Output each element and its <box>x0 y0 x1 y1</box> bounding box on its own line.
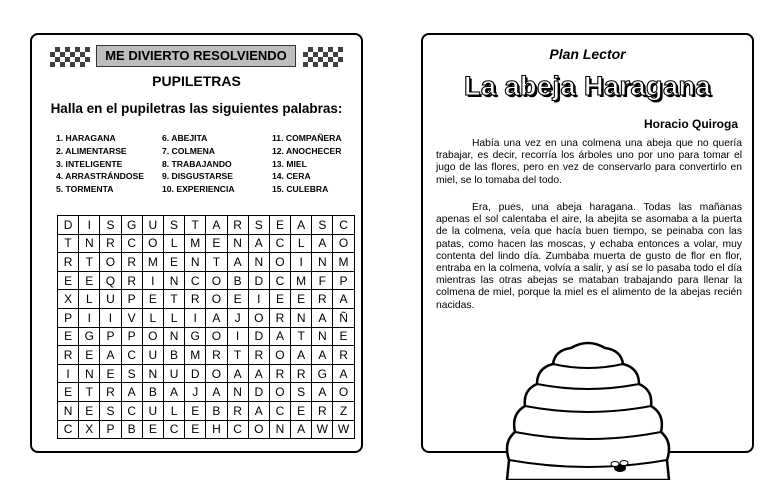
grid-cell[interactable]: R <box>185 290 206 309</box>
grid-cell[interactable]: S <box>163 216 184 235</box>
grid-cell[interactable]: C <box>269 234 290 253</box>
grid-cell[interactable]: N <box>227 383 248 402</box>
grid-cell[interactable]: D <box>58 216 79 235</box>
word-item: 11. COMPAÑERA <box>272 133 342 143</box>
grid-cell[interactable]: M <box>333 253 354 272</box>
word-list-col3 <box>272 132 342 196</box>
grid-cell[interactable]: A <box>248 401 269 420</box>
grid-cell[interactable]: E <box>333 327 354 346</box>
story-author: Horacio Quiroga <box>643 117 738 131</box>
grid-cell[interactable]: R <box>121 271 142 290</box>
grid-cell[interactable]: T <box>185 216 206 235</box>
grid-cell[interactable]: T <box>58 234 79 253</box>
section-banner <box>50 45 343 69</box>
grid-cell[interactable]: G <box>79 327 100 346</box>
grid-cell[interactable]: P <box>121 327 142 346</box>
grid-cell[interactable]: O <box>206 271 227 290</box>
grid-cell[interactable]: A <box>206 308 227 327</box>
grid-row <box>58 271 355 290</box>
grid-cell[interactable]: N <box>79 364 100 383</box>
grid-cell[interactable]: Z <box>333 401 354 420</box>
checker-decoration-right <box>303 47 343 67</box>
grid-cell[interactable]: L <box>163 401 184 420</box>
grid-row <box>58 253 355 272</box>
grid-cell[interactable]: A <box>312 308 333 327</box>
grid-row <box>58 364 355 383</box>
grid-cell[interactable]: B <box>227 271 248 290</box>
grid-cell[interactable]: U <box>142 216 163 235</box>
grid-cell[interactable]: N <box>227 234 248 253</box>
grid-cell[interactable]: O <box>206 290 227 309</box>
grid-cell[interactable]: C <box>227 420 248 439</box>
grid-cell[interactable]: I <box>79 308 100 327</box>
grid-cell[interactable]: A <box>206 216 227 235</box>
grid-cell[interactable]: R <box>312 401 333 420</box>
grid-cell[interactable]: C <box>269 271 290 290</box>
grid-cell[interactable]: O <box>206 327 227 346</box>
grid-cell[interactable]: P <box>100 327 121 346</box>
grid-cell[interactable]: X <box>58 290 79 309</box>
grid-cell[interactable]: R <box>312 290 333 309</box>
grid-cell[interactable]: C <box>58 420 79 439</box>
grid-cell[interactable]: A <box>227 253 248 272</box>
grid-cell[interactable]: C <box>121 234 142 253</box>
grid-cell[interactable]: E <box>79 346 100 365</box>
grid-cell[interactable]: C <box>163 420 184 439</box>
grid-cell[interactable]: E <box>227 290 248 309</box>
grid-cell[interactable]: A <box>291 346 312 365</box>
word-list-col1 <box>56 132 144 196</box>
grid-cell[interactable]: E <box>142 290 163 309</box>
story-title: La abeja Haragana <box>463 71 712 101</box>
grid-cell[interactable]: M <box>291 271 312 290</box>
grid-cell[interactable]: N <box>312 327 333 346</box>
grid-cell[interactable]: R <box>291 364 312 383</box>
grid-row <box>58 308 355 327</box>
grid-cell[interactable]: X <box>79 420 100 439</box>
grid-cell[interactable]: D <box>248 383 269 402</box>
grid-cell[interactable]: O <box>100 253 121 272</box>
grid-cell[interactable]: P <box>121 290 142 309</box>
grid-cell[interactable]: O <box>206 364 227 383</box>
grid-cell[interactable]: E <box>58 271 79 290</box>
grid-cell[interactable]: D <box>248 271 269 290</box>
series-label: Plan Lector <box>549 46 626 62</box>
word-item: 12. ANOCHECER <box>272 145 342 156</box>
grid-cell[interactable]: N <box>142 364 163 383</box>
grid-cell[interactable]: N <box>185 253 206 272</box>
grid-cell[interactable]: N <box>269 420 290 439</box>
grid-cell[interactable]: E <box>79 271 100 290</box>
grid-cell[interactable]: I <box>227 327 248 346</box>
grid-cell[interactable]: O <box>142 327 163 346</box>
grid-cell[interactable]: A <box>248 364 269 383</box>
grid-cell[interactable]: A <box>312 346 333 365</box>
story-paragraph: Era, pues, una abeja haragana. Todas las mañanas apenas el sol calentaba el aire, la abejita se asomaba a la puerta de la colmena, veía que hacía buen tiempo, se peinaba con las patas, como hacen las moscas, y echaba entonces a volar, muy contenta del lindo día. Zumbaba muerta de gusto de flor en flor, entraba en la colmena, volvía a salir, y así se lo pasaba todo el día mientras las otras abejas se mataban trabajando para llenar la colmena de miel, porque la miel es el alimento de la abejas recién nacidas. <box>436 202 742 311</box>
checker-decoration-left <box>50 47 90 67</box>
grid-cell[interactable]: L <box>291 234 312 253</box>
grid-cell[interactable]: E <box>58 383 79 402</box>
grid-cell[interactable]: W <box>333 420 354 439</box>
grid-cell[interactable]: R <box>227 216 248 235</box>
grid-cell[interactable]: R <box>248 346 269 365</box>
grid-cell[interactable]: R <box>100 383 121 402</box>
grid-cell[interactable]: T <box>163 290 184 309</box>
grid-cell[interactable]: A <box>248 234 269 253</box>
grid-cell[interactable]: V <box>121 308 142 327</box>
grid-row <box>58 290 355 309</box>
grid-cell[interactable]: P <box>58 308 79 327</box>
grid-cell[interactable]: U <box>100 290 121 309</box>
grid-cell[interactable]: I <box>100 308 121 327</box>
grid-row <box>58 401 355 420</box>
grid-cell[interactable]: A <box>227 364 248 383</box>
grid-cell[interactable]: C <box>333 216 354 235</box>
word-item: 15. CULEBRA <box>272 184 329 195</box>
puzzle-instruction: Halla en el pupiletras las siguientes palabras: <box>50 101 343 116</box>
grid-cell[interactable]: R <box>227 401 248 420</box>
grid-cell[interactable]: T <box>79 383 100 402</box>
letter-grid <box>57 215 355 439</box>
grid-cell[interactable]: B <box>142 383 163 402</box>
grid-cell[interactable]: A <box>333 290 354 309</box>
grid-cell[interactable]: N <box>248 253 269 272</box>
grid-cell[interactable]: S <box>100 401 121 420</box>
grid-cell[interactable]: L <box>79 290 100 309</box>
grid-cell[interactable]: S <box>121 364 142 383</box>
banner-label: ME DIVIERTO RESOLVIENDO <box>96 45 296 67</box>
grid-cell[interactable]: N <box>58 401 79 420</box>
grid-cell[interactable]: E <box>291 401 312 420</box>
grid-cell[interactable]: R <box>58 346 79 365</box>
grid-cell[interactable]: M <box>142 253 163 272</box>
grid-cell[interactable]: N <box>291 308 312 327</box>
word-item: 4. ARRASTRÁNDOSE <box>56 171 145 182</box>
grid-cell[interactable]: I <box>58 364 79 383</box>
word-item: 10. EXPERIENCIA <box>162 184 235 195</box>
grid-cell[interactable]: E <box>185 401 206 420</box>
grid-cell[interactable]: O <box>269 346 290 365</box>
grid-cell[interactable]: L <box>163 234 184 253</box>
grid-cell[interactable]: E <box>291 290 312 309</box>
word-item: 5. TORMENTA <box>56 184 114 195</box>
grid-cell[interactable]: I <box>185 308 206 327</box>
word-search-panel <box>30 33 363 453</box>
grid-cell[interactable]: I <box>248 290 269 309</box>
grid-cell[interactable]: A <box>163 383 184 402</box>
word-item: 7. COLMENA <box>162 145 215 156</box>
grid-cell[interactable]: E <box>185 420 206 439</box>
grid-cell[interactable]: E <box>100 364 121 383</box>
grid-cell[interactable]: W <box>312 420 333 439</box>
grid-cell[interactable]: H <box>206 420 227 439</box>
grid-cell[interactable]: A <box>206 383 227 402</box>
word-item: 6. ABEJITA <box>162 133 208 143</box>
grid-cell[interactable]: U <box>142 346 163 365</box>
grid-cell[interactable]: D <box>185 364 206 383</box>
grid-cell[interactable]: R <box>269 364 290 383</box>
grid-row <box>58 327 355 346</box>
grid-cell[interactable]: Q <box>100 271 121 290</box>
grid-cell[interactable]: U <box>142 401 163 420</box>
word-item: 8. TRABAJANDO <box>162 158 232 169</box>
grid-cell[interactable]: C <box>185 271 206 290</box>
grid-cell[interactable]: G <box>185 327 206 346</box>
word-list-col2 <box>162 132 235 196</box>
grid-cell[interactable]: O <box>248 420 269 439</box>
word-item: 13. MIEL <box>272 158 307 169</box>
grid-cell[interactable]: A <box>333 364 354 383</box>
grid-cell[interactable]: G <box>312 364 333 383</box>
word-item: 14. CERA <box>272 171 311 182</box>
puzzle-title: PUPILETRAS <box>152 73 241 89</box>
grid-cell[interactable]: G <box>121 216 142 235</box>
grid-cell[interactable]: B <box>163 346 184 365</box>
reading-panel <box>421 33 754 453</box>
grid-cell[interactable]: A <box>312 234 333 253</box>
grid-cell[interactable]: B <box>206 401 227 420</box>
grid-cell[interactable]: A <box>291 216 312 235</box>
grid-cell[interactable]: E <box>269 290 290 309</box>
grid-cell[interactable]: F <box>312 271 333 290</box>
word-item: 3. INTELIGENTE <box>56 158 123 169</box>
grid-cell[interactable]: J <box>227 308 248 327</box>
grid-cell[interactable]: L <box>142 308 163 327</box>
grid-cell[interactable]: S <box>291 383 312 402</box>
grid-cell[interactable]: T <box>79 253 100 272</box>
grid-cell[interactable]: I <box>291 253 312 272</box>
word-item: 2. ALIMENTARSE <box>56 145 127 156</box>
grid-cell[interactable]: R <box>58 253 79 272</box>
grid-cell[interactable]: E <box>163 253 184 272</box>
grid-cell[interactable]: M <box>185 234 206 253</box>
grid-cell[interactable]: O <box>269 253 290 272</box>
grid-cell[interactable]: N <box>79 234 100 253</box>
grid-cell[interactable]: O <box>333 234 354 253</box>
grid-cell[interactable]: R <box>206 346 227 365</box>
grid-cell[interactable]: E <box>58 327 79 346</box>
word-item: 9. DISGUSTARSE <box>162 171 233 182</box>
grid-cell[interactable]: N <box>163 271 184 290</box>
grid-cell[interactable]: U <box>163 364 184 383</box>
grid-cell[interactable]: I <box>79 216 100 235</box>
grid-cell[interactable]: A <box>312 383 333 402</box>
grid-cell[interactable]: P <box>100 420 121 439</box>
grid-cell[interactable]: O <box>142 234 163 253</box>
grid-row <box>58 234 355 253</box>
grid-cell[interactable]: E <box>79 401 100 420</box>
grid-cell[interactable]: S <box>100 216 121 235</box>
word-item: 1. HARAGANA <box>56 133 116 143</box>
grid-cell[interactable]: T <box>227 346 248 365</box>
grid-cell[interactable]: R <box>100 234 121 253</box>
grid-row <box>58 420 355 439</box>
grid-cell[interactable]: N <box>163 327 184 346</box>
grid-cell[interactable]: N <box>312 253 333 272</box>
grid-cell[interactable]: Ñ <box>333 308 354 327</box>
grid-cell[interactable]: J <box>185 383 206 402</box>
grid-cell[interactable]: E <box>269 216 290 235</box>
grid-cell[interactable]: A <box>291 420 312 439</box>
grid-cell[interactable]: O <box>333 383 354 402</box>
grid-cell[interactable]: A <box>121 383 142 402</box>
grid-cell[interactable]: E <box>206 234 227 253</box>
grid-cell[interactable]: S <box>312 216 333 235</box>
grid-cell[interactable]: S <box>248 216 269 235</box>
grid-cell[interactable]: C <box>121 346 142 365</box>
grid-cell[interactable]: I <box>142 271 163 290</box>
grid-cell[interactable]: C <box>121 401 142 420</box>
grid-cell[interactable]: R <box>121 253 142 272</box>
grid-cell[interactable]: A <box>269 327 290 346</box>
grid-cell[interactable]: T <box>206 253 227 272</box>
grid-cell[interactable]: O <box>248 308 269 327</box>
grid-row <box>58 346 355 365</box>
grid-cell[interactable]: C <box>269 401 290 420</box>
grid-cell[interactable]: D <box>248 327 269 346</box>
grid-row <box>58 383 355 402</box>
story-paragraph: Había una vez en una colmena una abeja que no quería trabajar, es decir, recorría los árboles uno por uno para tomar el jugo de las flores, pero en vez de conservarlo para convertirlo en miel, se lo tomaba del todo. <box>436 138 742 186</box>
grid-cell[interactable]: L <box>163 308 184 327</box>
grid-cell[interactable]: B <box>121 420 142 439</box>
grid-cell[interactable]: M <box>185 346 206 365</box>
beehive-illustration <box>493 340 683 480</box>
grid-cell[interactable]: T <box>291 327 312 346</box>
grid-cell[interactable]: R <box>333 346 354 365</box>
grid-cell[interactable]: E <box>142 420 163 439</box>
grid-cell[interactable]: A <box>100 346 121 365</box>
grid-cell[interactable]: P <box>333 271 354 290</box>
grid-cell[interactable]: R <box>269 308 290 327</box>
grid-row <box>58 216 355 235</box>
grid-cell[interactable]: O <box>269 383 290 402</box>
